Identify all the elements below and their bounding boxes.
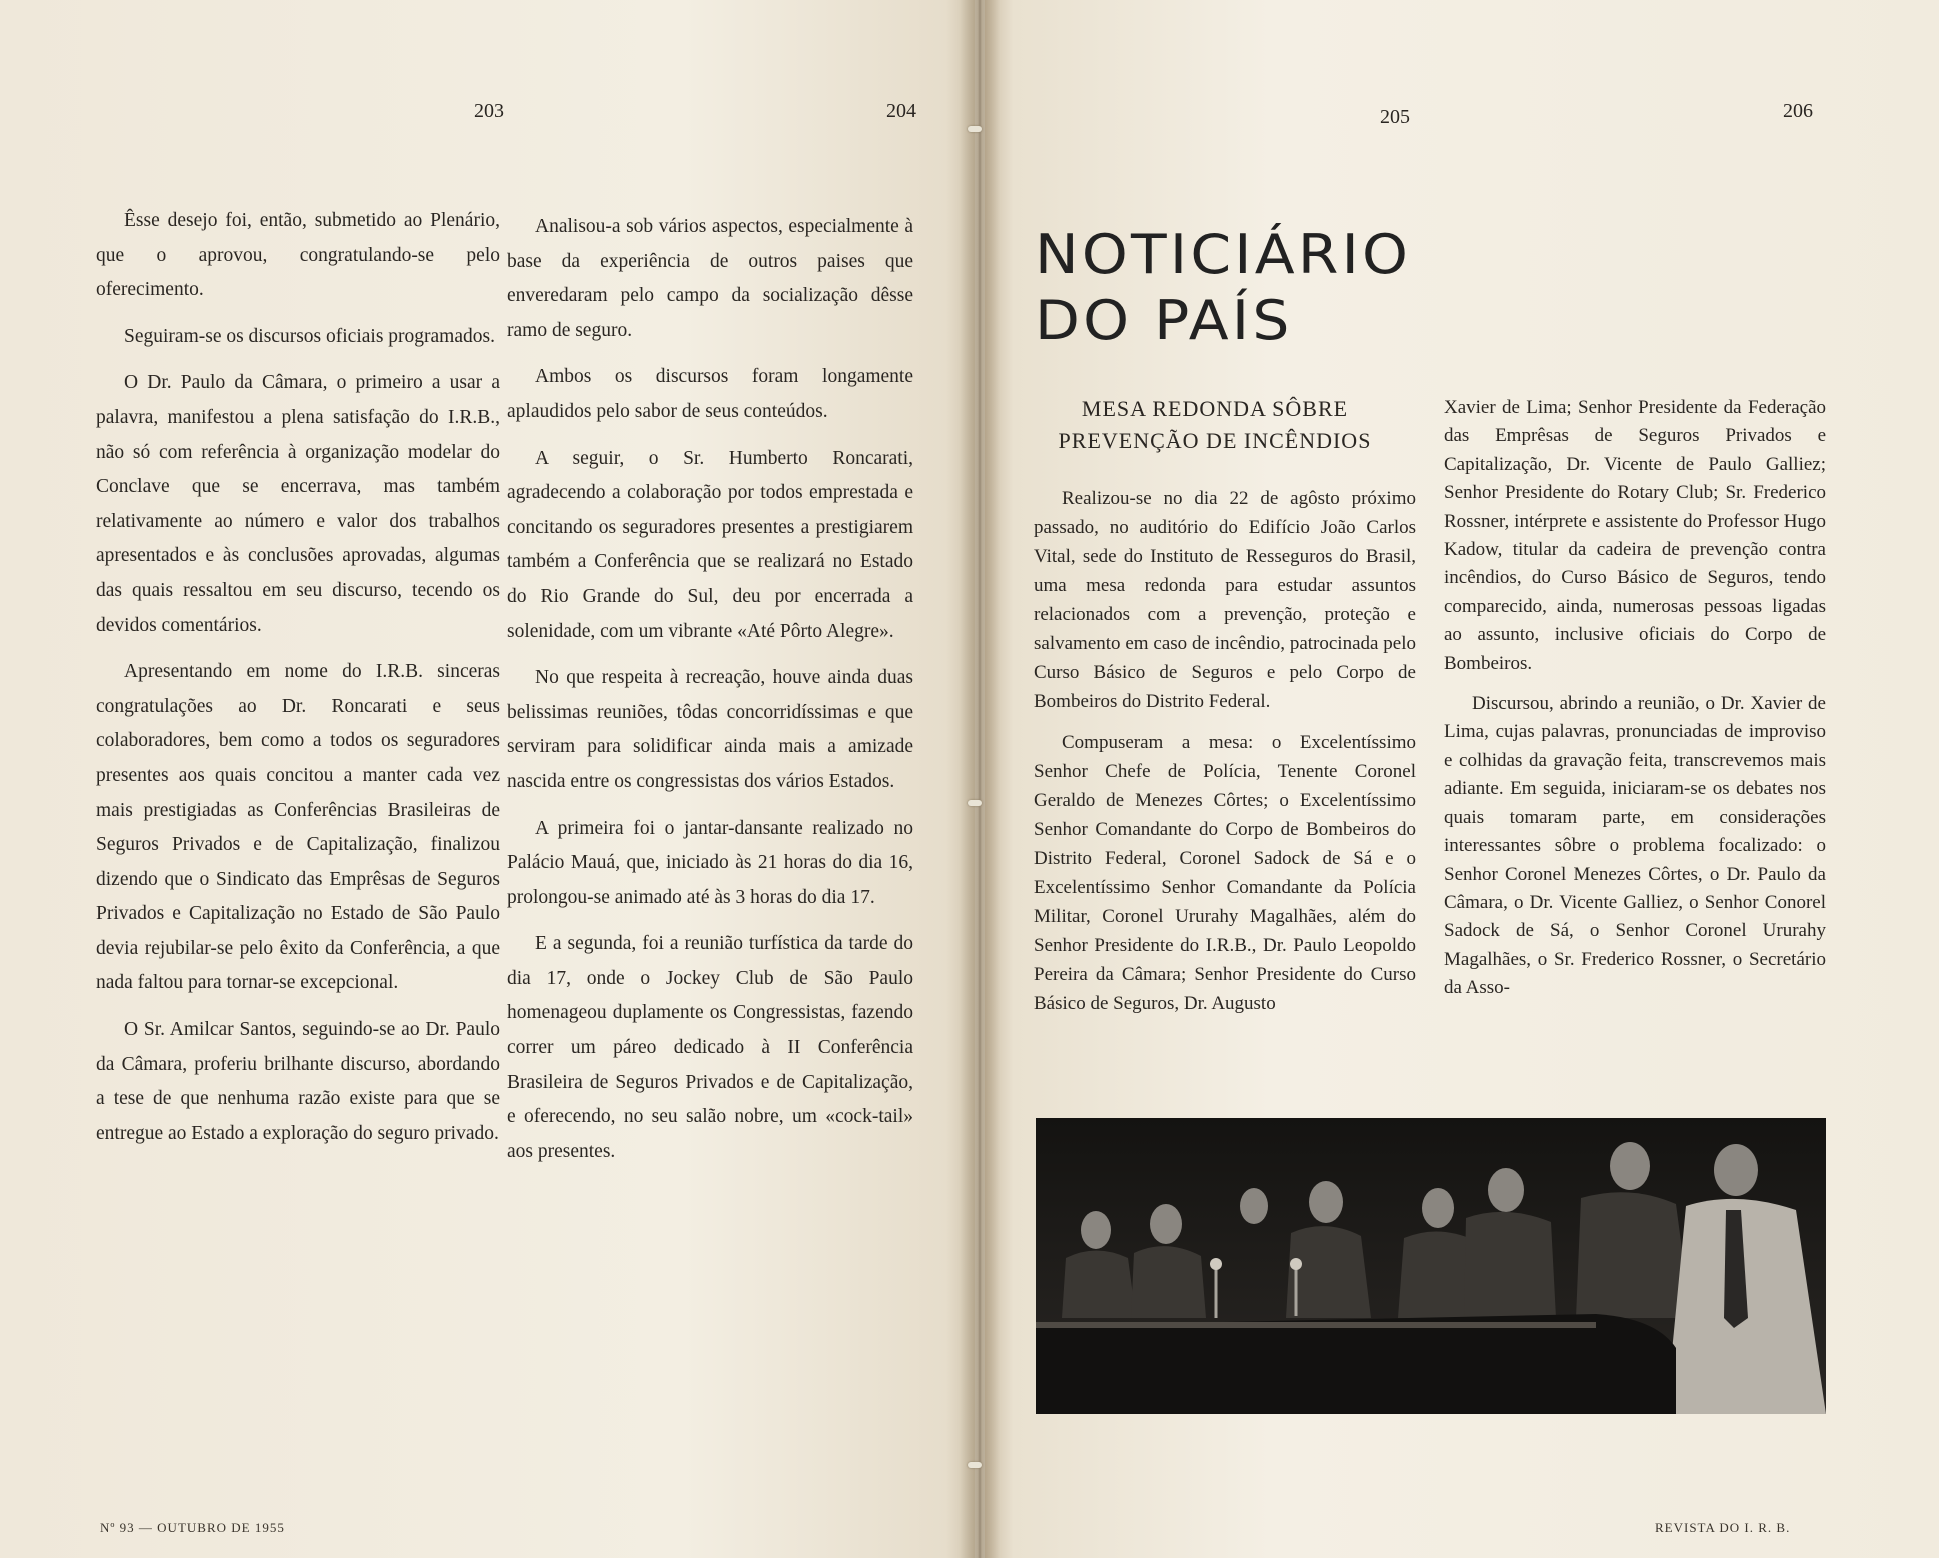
binding-thread <box>968 1462 982 1468</box>
paragraph: Seguiram-se os discursos oficiais programados. <box>124 325 495 347</box>
binding-thread <box>968 126 982 132</box>
section-title-line-2: DO PAÍS <box>1035 289 1293 352</box>
paragraph: A seguir, o Sr. Humberto Roncarati, agradecendo a colaboração por todos emprestada e concitando os seguradores presentes a prestigiarem também a Conferência que se realizará no Estado do Rio Grande do Sul, deu por encerrada a solenidade, com um vibrante «Até Pôrto Alegre». <box>507 447 913 642</box>
paragraph: Discursou, abrindo a reunião, o Dr. Xavier de Lima, cujas palavras, pronunciadas de improviso e colhidas da gravação feita, transcrevemos mais adiante. Em seguida, iniciaram-se os debates nos quais tomaram parte, em considerações interessantes sôbre o problema focalizado: o Senhor Coronel Menezes Côrtes, o Dr. Paulo da Câmara, o Dr. Vicente Galliez, o Senhor Conorel Sadock de Sá, o Senhor Coronel Ururahy Magalhães, o Sr. Frederico Rossner, o Secretário da Asso- <box>1444 693 1826 999</box>
paragraph: Realizou-se no dia 22 de agôsto próximo passado, no auditório do Edifício João Carlos Vital, sede do Instituto de Resseguros do Brasil, uma mesa redonda para estudar assuntos relacionados com a prevenção, proteção e salvamento em caso de incêndio, patrocinada pelo Curso Básico de Seguros e pelo Corpo de Bombeiros do Distrito Federal. <box>1034 488 1416 712</box>
column-page-203 <box>96 204 500 1163</box>
meeting-photo <box>1036 1118 1826 1414</box>
paragraph: Apresentando em nome do I.R.B. sinceras congratulações ao Dr. Roncarati e seus colaboradores, bem como a todos os seguradores presentes aos quais concitou a manter cada vez mais prestigiadas as Conferências Brasileiras de Seguros Privados e de Capitalização, finalizou dizendo que o Sindicato das Emprêsas de Seguros Privados e Capitalização no Estado de São Paulo devia rejubilar-se pelo êxito da Conferência, a que nada faltou para tornar-se excepcional. <box>96 661 500 994</box>
section-title <box>1035 222 1411 354</box>
paragraph: Analisou-a sob vários aspectos, especialmente à base da experiência de outros paises que enveredaram pelo campo da socialização dêsse ramo de seguro. <box>507 216 913 341</box>
paragraph: A primeira foi o jantar-dansante realizado no Palácio Mauá, que, iniciado às 21 horas do dia 16, prolongou-se animado até às 3 horas do dia 17. <box>507 817 913 908</box>
section-title-line-1: NOTICIÁRIO <box>1035 223 1412 286</box>
paragraph: Compuseram a mesa: o Excelentíssimo Senhor Chefe de Polícia, Tenente Coronel Geraldo de Menezes Côrtes; o Excelentíssimo Senhor Comandante do Corpo de Bombeiros do Distrito Federal, Coronel Sadock de Sá e o Excelentíssimo Senhor Comandante da Polícia Militar, Coronel Ururahy Magalhães, além do Senhor Presidente do I.R.B., Dr. Paulo Leopoldo Pereira da Câmara; Senhor Presidente do Curso Básico de Seguros, Dr. Augusto <box>1034 732 1416 1014</box>
page-number-203: 203 <box>474 100 504 122</box>
paragraph: Ambos os discursos foram longamente aplaudidos pelo sabor de seus conteúdos. <box>507 366 913 422</box>
paragraph: O Sr. Amilcar Santos, seguindo-se ao Dr. Paulo da Câmara, proferiu brilhante discurso, abordando a tese de que nenhuma razão existe para que se entregue ao Estado a exploração do seguro privado. <box>96 1019 500 1144</box>
binding-thread <box>968 800 982 806</box>
book-gutter <box>960 0 1000 1558</box>
article-column-1 <box>1034 484 1416 1030</box>
paragraph: E a segunda, foi a reunião turfística da tarde do dia 17, onde o Jockey Club de São Paulo homenageou duplamente os Congressistas, fazendo correr um páreo dedicado à II Conferência Brasileira de Seguros Privados e de Capitalização, e oferecendo, no seu salão nobre, um «cock-tail» aos presentes. <box>507 933 913 1162</box>
page-number-205: 205 <box>1380 106 1410 128</box>
article-headline <box>1035 393 1395 457</box>
page-number-204: 204 <box>886 100 916 122</box>
paragraph: O Dr. Paulo da Câmara, o primeiro a usar a palavra, manifestou a plena satisfação do I.R.B., não só com referência à organização modelar do Conclave que se encerrava, mas também relativamente ao número e valor dos trabalhos apresentados e às conclusões aprovadas, algumas das quais ressaltou em seu discurso, tecendo os devidos comentários. <box>96 372 500 636</box>
footer-magazine-name: REVISTA DO I. R. B. <box>1655 1520 1791 1535</box>
article-headline-line-2: PREVENÇÃO DE INCÊNDIOS <box>1058 428 1372 453</box>
round-table-photo-illustration <box>1036 1118 1826 1414</box>
paragraph: Xavier de Lima; Senhor Presidente da Federação das Emprêsas de Seguros Privados e Capitalização, Dr. Vicente de Paulo Galliez; Senhor Presidente do Rotary Club; Sr. Frederico Rossner, intérprete e assistente do Professor Hugo Kadow, titular da cadeira de prevenção contra incêndios, do Curso Básico de Seguros, tendo comparecido, ainda, numerosas pessoas ligadas ao assunto, inclusive oficiais do Corpo de Bombeiros. <box>1444 397 1826 674</box>
paragraph: No que respeita à recreação, houve ainda duas belissimas reuniões, tôdas concorridíssimas e que serviram para solidificar ainda mais a amizade nascida entre os congressistas dos vários Estados. <box>507 667 913 792</box>
column-page-204 <box>507 210 913 1181</box>
paragraph: Êsse desejo foi, então, submetido ao Plenário, que o aprovou, congratulando-se pelo oferecimento. <box>96 210 500 301</box>
article-headline-line-1: MESA REDONDA SÔBRE <box>1081 396 1349 421</box>
page-number-206: 206 <box>1783 100 1813 122</box>
footer-issue: Nº 93 — OUTUBRO DE 1955 <box>100 1520 285 1535</box>
article-column-2 <box>1444 394 1826 1015</box>
